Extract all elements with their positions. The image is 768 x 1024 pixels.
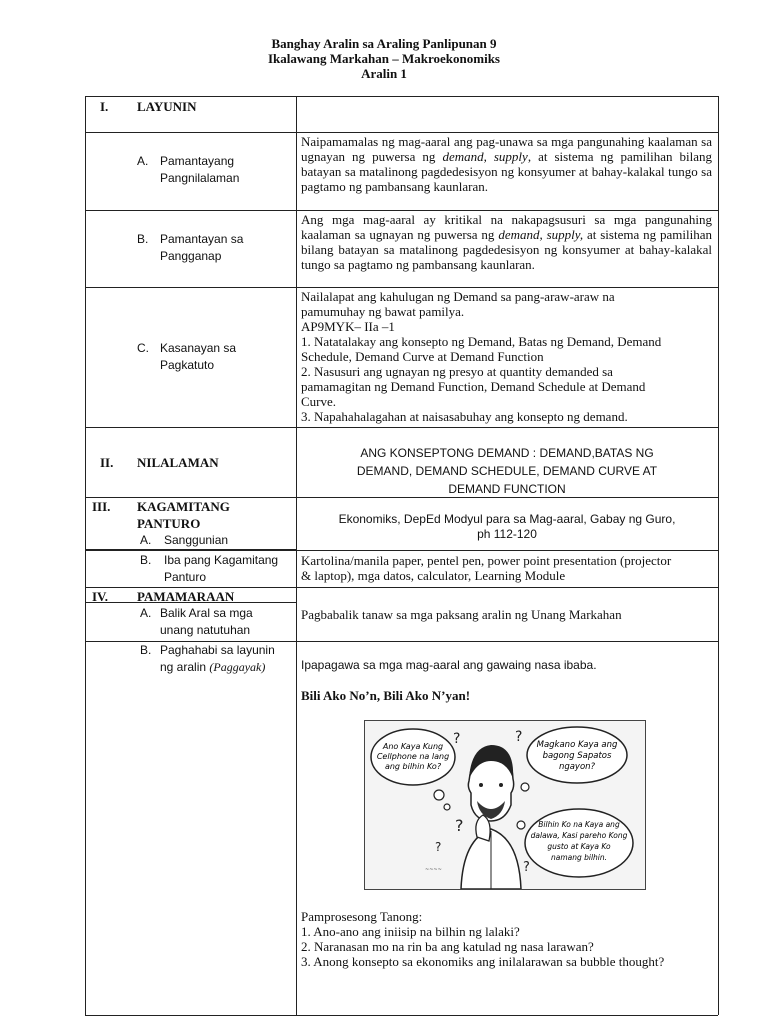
top-right-bubble-line-2: bagong Sapatos bbox=[542, 751, 612, 761]
svg-text:?: ? bbox=[455, 816, 464, 835]
section-ii-title: NILALAMAN bbox=[137, 455, 219, 470]
lesson-content-topic: ANG KONSEPTONG DEMAND : DEMAND,BATAS NG DEMAND, DEMAND SCHEDULE, DEMAND CURVE AT DEMAND FUNCTION bbox=[356, 446, 658, 496]
lesson-number: Aralin 1 bbox=[361, 66, 407, 81]
question-2: 2. Naranasan mo na rin ba ang katulad ng nasa larawan? bbox=[301, 939, 594, 954]
bottom-right-bubble-line-4: namang bilhin. bbox=[550, 853, 608, 862]
left-bubble-line-3: ang bilhin Ko? bbox=[384, 762, 442, 771]
svg-text:?: ? bbox=[515, 729, 523, 745]
section-iii-title-1: KAGAMITANG bbox=[137, 499, 230, 514]
bottom-right-bubble-line-1: Bilhin Ko na Kaya ang bbox=[538, 820, 620, 829]
left-bubble-line-1: Ano Kaya Kung bbox=[382, 742, 444, 751]
row-iv-b-label-1: Paghahabi sa layunin bbox=[160, 643, 275, 657]
row-a-letter: A. bbox=[137, 154, 149, 168]
svg-text:?: ? bbox=[523, 860, 530, 875]
cartoon-drawing bbox=[365, 721, 645, 889]
row-iii-a-label: Sanggunian bbox=[164, 533, 229, 547]
svg-text:?: ? bbox=[453, 731, 461, 747]
top-right-bubble-line-1: Magkano Kaya ang bbox=[536, 740, 618, 750]
row-iv-b-letter: B. bbox=[140, 643, 152, 657]
performance-standard-text: Ang mga mag-aaral ay kritikal na nakapagsusuri sa mga pangunahing kaalaman sa ugnayan ng puwersa ng demand, supply, at sistema ng pamilihan bilang batayan sa matalinong pagdedesisyon ng konsyumer at bahay-kalakal tungo sa pagtamo ng pambansang kaunlaran. bbox=[301, 212, 712, 272]
bottom-right-bubble-line-3: gusto at Kaya Ko bbox=[547, 842, 611, 851]
references-text: Ekonomiks, DepEd Modyul para sa Mag-aaral, Gabay ng Guro, ph 112-120 bbox=[338, 512, 676, 541]
activity-instruction: Ipapagawa sa mga mag-aaral ang gawaing nasa ibaba. bbox=[301, 658, 597, 672]
section-i-number: I. bbox=[100, 99, 109, 114]
row-iv-a-letter: A. bbox=[140, 606, 152, 620]
row-b-label-1: Pamantayan sa bbox=[160, 232, 244, 246]
question-3: 3. Anong konsepto sa ekonomiks ang inilalarawan sa bubble thought? bbox=[301, 954, 665, 969]
other-materials-text: Kartolina/manila paper, pentel pen, power point presentation (projector & laptop), mga datos, calculator, Learning Module bbox=[301, 553, 672, 583]
thinking-man-cartoon bbox=[364, 720, 646, 890]
question-1: 1. Ano-ano ang iniisip na bilhin ng lalaki? bbox=[301, 924, 520, 939]
section-iii-title-2: PANTURO bbox=[137, 516, 201, 531]
quarter-subtitle: Ikalawang Markahan – Makroekonomiks bbox=[268, 51, 500, 66]
row-a-label-2: Pangnilalaman bbox=[160, 171, 240, 185]
activity-title: Bili Ako No’n, Bili Ako N’yan! bbox=[301, 688, 471, 703]
row-c-letter: C. bbox=[137, 341, 149, 355]
row-iv-a-label-2: unang natutuhan bbox=[160, 623, 251, 637]
row-iii-a-letter: A. bbox=[140, 533, 152, 547]
section-iii-number: III. bbox=[92, 499, 111, 514]
row-b-label-2: Pangganap bbox=[160, 249, 222, 263]
learning-competencies: Nailalapat ang kahulugan ng Demand sa pang-araw-araw na pamumuhay ng bawat pamilya. AP9MYK– IIa –1 1. Natatalakay ang konsepto ng Demand, Batas ng Demand, Demand Schedule, Demand Curve at Demand Function 2. Nasusuri ang ugnayan ng presyo at quantity demanded sa pamamagitan ng Demand Function, Demand Schedule at Demand Curve. 3. Napahahalagahan at naisasabuhay ang konsepto ng demand. bbox=[301, 289, 662, 424]
row-iii-b-label-2: Panturo bbox=[164, 570, 207, 584]
left-bubble-line-2: Cellphone na lang bbox=[376, 752, 450, 761]
processing-questions bbox=[301, 909, 716, 969]
document-title: Banghay Aralin sa Araling Panlipunan 9 bbox=[271, 36, 497, 51]
svg-text:?: ? bbox=[435, 840, 442, 854]
row-iii-b-letter: B. bbox=[140, 553, 152, 567]
top-right-bubble-line-3: ngayon? bbox=[558, 762, 596, 772]
row-b-letter: B. bbox=[137, 232, 149, 246]
row-iv-b-label-2: ng aralin (Paggayak) bbox=[160, 660, 266, 674]
bottom-right-bubble-line-2: dalawa, Kasi pareho Kong bbox=[530, 831, 628, 840]
section-ii-number: II. bbox=[100, 455, 114, 470]
section-iv-title: PAMAMARAAN bbox=[137, 589, 235, 604]
row-a-label-1: Pamantayang bbox=[160, 154, 235, 168]
section-i-title: LAYUNIN bbox=[137, 99, 197, 114]
row-c-label-2: Pagkatuto bbox=[160, 358, 215, 372]
processing-questions-title: Pamprosesong Tanong: bbox=[301, 909, 423, 924]
row-c-label-1: Kasanayan sa bbox=[160, 341, 237, 355]
row-iv-a-label-1: Balik Aral sa mga bbox=[160, 606, 253, 620]
review-text: Pagbabalik tanaw sa mga paksang aralin ng Unang Markahan bbox=[301, 607, 622, 622]
content-standard-text: Naipamamalas ng mag-aaral ang pag-unawa sa mga pangunahing kaalaman sa ugnayan ng puwersa ng demand, supply, at sistema ng pamilihan bilang batayan sa matalinong pagdedesisyon ng konsyumer at bahay-kalakal tungo sa pagtamo ng pambansang kaunlaran. bbox=[301, 134, 713, 194]
row-iii-b-label-1: Iba pang Kagamitang bbox=[164, 553, 279, 567]
section-iv-number: IV. bbox=[92, 589, 109, 604]
svg-text:~~~~: ~~~~ bbox=[425, 867, 442, 873]
